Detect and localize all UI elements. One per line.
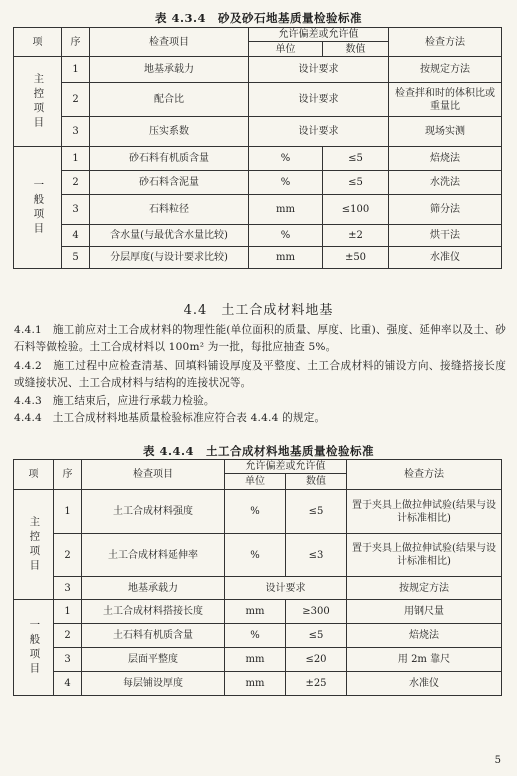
table-row: [14, 672, 502, 696]
t2-check: 土工合成材料搭接长度: [82, 600, 225, 624]
t1-method: 水准仪: [389, 247, 502, 269]
t1-method: 检查拌和时的体积比或重量比: [389, 83, 502, 117]
t1-check: 石料粒径: [90, 195, 249, 225]
t1-method: 烘干法: [389, 225, 502, 247]
t1-header-allow: 允许偏差或允许值: [249, 28, 389, 42]
t2-group-main: 主控项目: [14, 490, 54, 600]
t2-method: 用钢尺量: [347, 600, 502, 624]
t1-unit: mm: [249, 195, 323, 225]
t2-seq: 2: [54, 534, 82, 577]
table1: [13, 27, 502, 269]
paragraph-4-4-3: 4.4.3 施工结束后，应进行承载力检验。: [14, 395, 215, 407]
t1-seq: 3: [62, 195, 90, 225]
t1-value: ±2: [323, 225, 389, 247]
t1-unit: %: [249, 147, 323, 171]
t1-seq: 1: [62, 57, 90, 83]
paragraph-4-4-2: 4.4.2 施工过程中应检查清基、回填料铺设厚度及平整度、土工合成材料的铺设方向、接缝搭接长度或缝接状况、土工合成材料与结构的连接状况等。: [14, 360, 506, 389]
t1-header-check: 检查项目: [90, 28, 249, 57]
t1-seq: 5: [62, 247, 90, 269]
t2-merged: 设计要求: [225, 577, 347, 600]
t2-value: ≥300: [286, 600, 347, 624]
table-row: [14, 83, 502, 117]
t2-value: ≤5: [286, 490, 347, 534]
t2-header-item: 项: [14, 460, 54, 490]
t1-check: 砂石料有机质含量: [90, 147, 249, 171]
table-row: [14, 577, 502, 600]
t2-unit: %: [225, 624, 286, 648]
t1-header-seq: 序: [62, 28, 90, 57]
t2-seq: 3: [54, 577, 82, 600]
t2-seq: 3: [54, 648, 82, 672]
t2-header-allow: 允许偏差或允许值: [225, 460, 347, 474]
t1-value: ±50: [323, 247, 389, 269]
t2-check: 土工合成材料强度: [82, 490, 225, 534]
t1-value: ≤5: [323, 147, 389, 171]
t2-seq: 1: [54, 600, 82, 624]
t1-check: 配合比: [90, 83, 249, 117]
t1-check: 砂石料含泥量: [90, 171, 249, 195]
t2-unit: %: [225, 490, 286, 534]
t2-value: ≤20: [286, 648, 347, 672]
table-row: [14, 534, 502, 577]
t2-method: 按规定方法: [347, 577, 502, 600]
t1-seq: 2: [62, 171, 90, 195]
t1-check: 地基承载力: [90, 57, 249, 83]
t2-unit: mm: [225, 648, 286, 672]
t2-value: ±25: [286, 672, 347, 696]
t1-value: ≤5: [323, 171, 389, 195]
t2-method: 焙烧法: [347, 624, 502, 648]
t1-check: 分层厚度(与设计要求比较): [90, 247, 249, 269]
t1-method: 水洗法: [389, 171, 502, 195]
table2: [13, 459, 502, 696]
t1-method: 焙烧法: [389, 147, 502, 171]
t2-method: 用 2m 靠尺: [347, 648, 502, 672]
t2-unit: mm: [225, 672, 286, 696]
table-row: [14, 117, 502, 147]
t2-header-method: 检查方法: [347, 460, 502, 490]
t1-group-general: 一般项目: [14, 147, 62, 269]
t2-unit: %: [225, 534, 286, 577]
t2-value: ≤3: [286, 534, 347, 577]
table-row: [14, 648, 502, 672]
t1-seq: 4: [62, 225, 90, 247]
t2-header-seq: 序: [54, 460, 82, 490]
t2-method: 水准仪: [347, 672, 502, 696]
t1-method: 按规定方法: [389, 57, 502, 83]
t2-header-value: 数值: [286, 474, 347, 490]
page-number: 5: [494, 755, 501, 766]
t1-value: ≤100: [323, 195, 389, 225]
table-row: [14, 225, 502, 247]
t1-merged: 设计要求: [249, 83, 389, 117]
t1-merged: 设计要求: [249, 117, 389, 147]
t2-value: ≤5: [286, 624, 347, 648]
t2-seq: 1: [54, 490, 82, 534]
t1-check: 含水量(与最优含水量比较): [90, 225, 249, 247]
t1-merged: 设计要求: [249, 57, 389, 83]
t2-check: 地基承载力: [82, 577, 225, 600]
table-row: [14, 171, 502, 195]
table-row: [14, 57, 502, 83]
t2-header-unit: 单位: [225, 474, 286, 490]
t2-group-general: 一般项目: [14, 600, 54, 696]
t2-check: 层面平整度: [82, 648, 225, 672]
t2-seq: 4: [54, 672, 82, 696]
t1-header-item: 项: [14, 28, 62, 57]
t1-method: 筛分法: [389, 195, 502, 225]
table-row: [14, 247, 502, 269]
t2-check: 土石料有机质含量: [82, 624, 225, 648]
t2-method: 置于夹具上做拉伸试验(结果与设计标准相比): [347, 490, 502, 534]
t1-unit: mm: [249, 247, 323, 269]
t1-header-value: 数值: [323, 42, 389, 57]
t1-method: 现场实测: [389, 117, 502, 147]
paragraph-4-4-4: 4.4.4 土工合成材料地基质量检验标准应符合表 4.4.4 的规定。: [14, 412, 326, 424]
table1-caption: 表 4.3.4 砂及砂石地基质量检验标准: [154, 11, 362, 25]
paragraph-4-4-1: 4.4.1 施工前应对土工合成材料的物理性能(单位面积的质量、厚度、比重)、强度、延伸率以及土、砂石料等做检验。土工合成材料以 100m² 为一批，每批应抽查 5%。: [14, 324, 506, 353]
t2-header-check: 检查项目: [82, 460, 225, 490]
t1-unit: %: [249, 225, 323, 247]
t1-group-main: 主控项目: [14, 57, 62, 147]
t2-check: 土工合成材料延伸率: [82, 534, 225, 577]
t2-unit: mm: [225, 600, 286, 624]
t2-check: 每层铺设厚度: [82, 672, 225, 696]
t2-seq: 2: [54, 624, 82, 648]
table-row: [14, 600, 502, 624]
t1-seq: 2: [62, 83, 90, 117]
t1-seq: 3: [62, 117, 90, 147]
t1-header-method: 检查方法: [389, 28, 502, 57]
table-row: [14, 490, 502, 534]
table-row: [14, 147, 502, 171]
t1-unit: %: [249, 171, 323, 195]
table-row: [14, 624, 502, 648]
t1-seq: 1: [62, 147, 90, 171]
table2-caption: 表 4.4.4 土工合成材料地基质量检验标准: [142, 444, 374, 458]
section-title: 4.4 土工合成材料地基: [183, 303, 334, 318]
t1-check: 压实系数: [90, 117, 249, 147]
table-row: [14, 195, 502, 225]
t1-header-unit: 单位: [249, 42, 323, 57]
t2-method: 置于夹具上做拉伸试验(结果与设计标准相比): [347, 534, 502, 577]
